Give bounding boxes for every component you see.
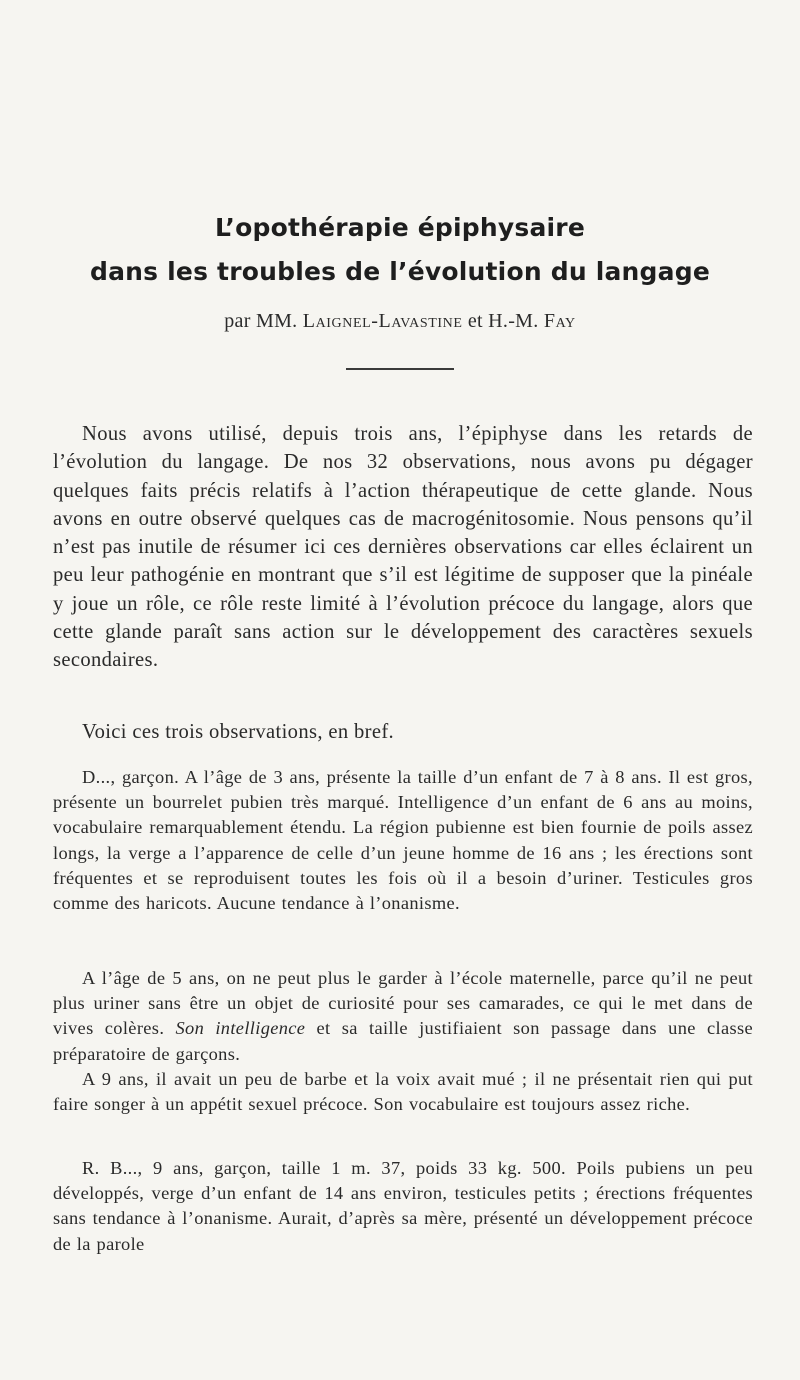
case-1-paragraph-1: D..., garçon. A l’âge de 3 ans, présente la taille d’un enfant de 7 à 8 ans. Il est gros, présente un bourrelet pubien très marqué. Intelligence d’un enfant de 6 ans au moins, vocabulaire remarquablement étendu. La région pubienne est bien fournie de poils assez longs, la verge a l’apparence de celle d’un jeune homme de 16 ans ; les érections sont fréquentes et se reproduisent toutes les fois où il a besoin d’uriner. Testicules gros comme des haricots. Aucune tendance à l’onanisme.: [53, 767, 753, 914]
case-1-paragraph-2: [53, 966, 753, 1067]
byline-conjunction: et H.-M.: [462, 310, 544, 332]
case-1-text-a: A l’âge de 5 ans, on ne peut plus le garder à l’école maternelle, parce qu’il ne peut plus uriner sans être un objet de curiosité pour ses camarades, ce qui le met dans de vives colères.: [53, 968, 753, 1039]
case-2-paragraph: R. B..., 9 ans, garçon, taille 1 m. 37, poids 33 kg. 500. Poils pubiens un peu développés, verge d’un enfant de 14 ans environ, testicules petits ; érections fréquentes sans tendance à l’onanisme. Aurait, d’après sa mère, présenté un développement précoce de la parole: [53, 1158, 753, 1254]
separator-rule: [346, 368, 454, 370]
case-1-italic-phrase: Son intelligence: [175, 1018, 306, 1039]
intro-paragraph-2: Voici ces trois observations, en bref.: [82, 721, 395, 743]
intro-paragraph: Nous avons utilisé, depuis trois ans, l’épiphyse dans les retards de l’évolution du langage. De nos 32 observations, nous avons pu dégager quelques faits précis relatifs à l’action thérapeutique de cette glande. Nous avons en outre observé quelques cas de macrogénitosomie. Nous pensons qu’il n’est pas inutile de résumer ici ces dernières observations car elles éclairent un peu leur pathogénie en montrant que s’il est légitime de supposer que la pinéale y joue un rôle, ce rôle reste limité à l’évolution précoce du langage, alors que cette glande paraît sans action sur le développement des caractères sexuels secondaires.: [53, 423, 753, 672]
case-1-text-b: et sa taille justifiaient son passage dans une classe préparatoire de garçons.: [53, 1018, 753, 1064]
article-title-line-2: dans les troubles de l’évolution du langage: [90, 257, 710, 286]
case-1-paragraph-3: A 9 ans, il avait un peu de barbe et la voix avait mué ; il ne présentait rien qui put faire songer à un appétit sexuel précoce. Son vocabulaire est toujours assez riche.: [53, 1069, 753, 1115]
author-laignel-lavastine: Laignel-Lavastine: [302, 310, 463, 332]
byline: [0, 310, 800, 333]
byline-prefix: par MM.: [224, 310, 303, 332]
author-fay: Fay: [543, 310, 576, 332]
article-title-line-1: L’opothérapie épiphysaire: [215, 213, 585, 242]
